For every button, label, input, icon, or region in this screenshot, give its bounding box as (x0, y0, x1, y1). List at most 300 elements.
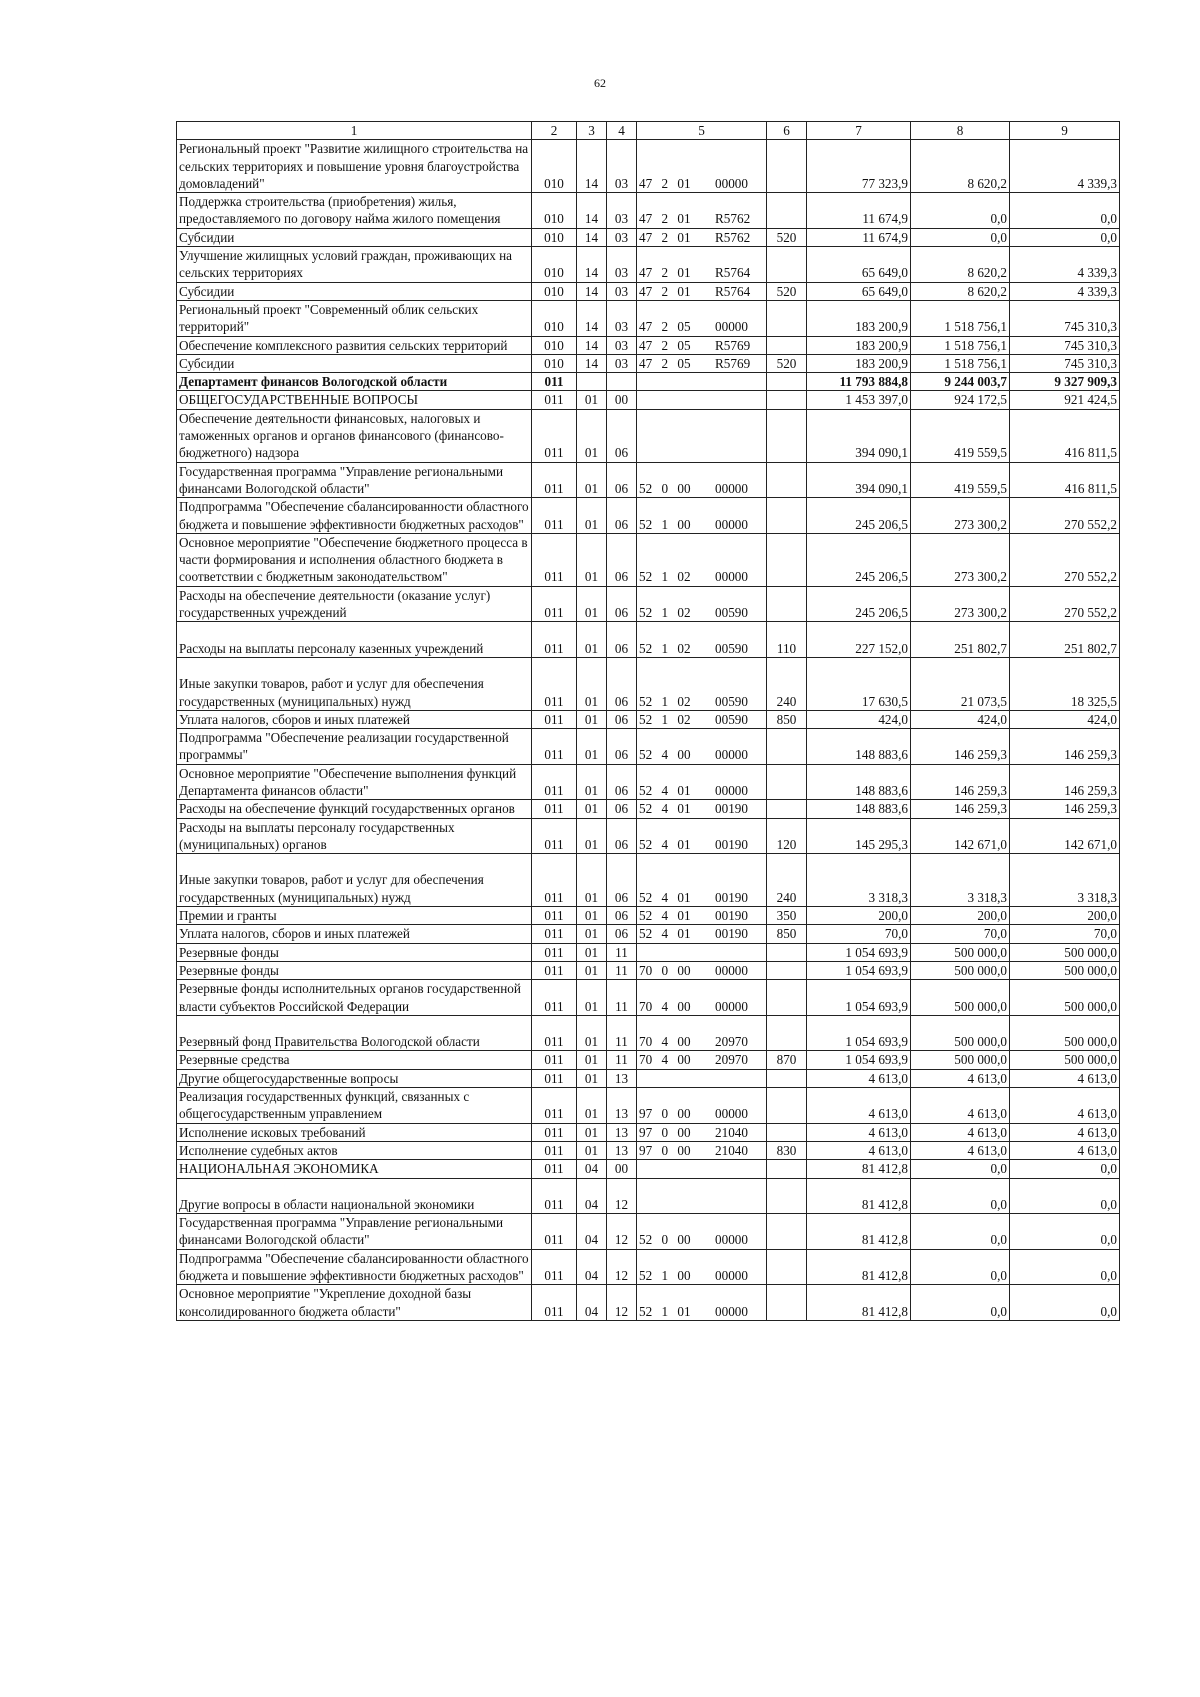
row-code-ministry: 011 (532, 907, 577, 925)
row-amount-col8: 1 518 756,1 (911, 336, 1010, 354)
row-name: Резервный фонд Правительства Вологодской области (177, 1015, 532, 1051)
row-code-target (637, 586, 767, 622)
row-code-expense-type (767, 586, 807, 622)
row-code-section: 01 (577, 409, 607, 462)
row-name: Обеспечение деятельности финансовых, налоговых и таможенных органов и органов финансового (финансово-бюджетного) надзора (177, 409, 532, 462)
row-amount-col8: 0,0 (911, 1285, 1010, 1321)
row-amount-col7: 65 649,0 (807, 282, 911, 300)
row-code-subsection: 06 (607, 764, 637, 800)
row-code-ministry: 011 (532, 657, 577, 710)
row-amount-col9: 146 259,3 (1010, 764, 1120, 800)
row-amount-col7: 1 054 693,9 (807, 1015, 911, 1051)
row-code-target (637, 1249, 767, 1285)
row-amount-col7: 81 412,8 (807, 1249, 911, 1285)
row-amount-col7: 1 054 693,9 (807, 943, 911, 961)
row-code-expense-type: 120 (767, 818, 807, 854)
row-code-subsection: 13 (607, 1141, 637, 1159)
row-code-expense-type: 850 (767, 925, 807, 943)
row-target-program: 52 1 02 (639, 711, 691, 727)
row-target-direction: 00000 (715, 319, 748, 335)
table-row (177, 800, 1120, 818)
row-amount-col7: 81 412,8 (807, 1160, 911, 1178)
row-code-section: 14 (577, 282, 607, 300)
row-code-section: 01 (577, 533, 607, 586)
row-target-program: 52 1 02 (639, 640, 691, 656)
table-row (177, 1015, 1120, 1051)
row-amount-col9: 500 000,0 (1010, 980, 1120, 1016)
row-amount-col8: 4 613,0 (911, 1141, 1010, 1159)
row-code-expense-type (767, 1249, 807, 1285)
row-code-expense-type (767, 1178, 807, 1214)
row-code-section: 01 (577, 925, 607, 943)
row-code-section: 01 (577, 586, 607, 622)
row-amount-col9: 146 259,3 (1010, 800, 1120, 818)
row-target-direction: 20970 (715, 1052, 748, 1068)
row-amount-col8: 419 559,5 (911, 462, 1010, 498)
row-name: Иные закупки товаров, работ и услуг для обеспечения государственных (муниципальных) нужд (177, 657, 532, 710)
row-amount-col7: 1 054 693,9 (807, 961, 911, 979)
row-code-target (637, 1285, 767, 1321)
row-target-program: 70 4 00 (639, 1034, 691, 1050)
table-row (177, 140, 1120, 193)
row-target-direction: 00590 (715, 711, 748, 727)
row-name: Другие вопросы в области национальной экономики (177, 1178, 532, 1214)
row-target-direction: 00190 (715, 926, 748, 942)
row-code-subsection: 03 (607, 247, 637, 283)
budget-table (176, 121, 1120, 1321)
row-code-subsection: 13 (607, 1069, 637, 1087)
row-code-ministry: 011 (532, 961, 577, 979)
row-amount-col7: 4 613,0 (807, 1141, 911, 1159)
row-code-target (637, 336, 767, 354)
row-amount-col7: 148 883,6 (807, 800, 911, 818)
row-amount-col8: 500 000,0 (911, 980, 1010, 1016)
row-code-section: 01 (577, 622, 607, 658)
row-code-target (637, 247, 767, 283)
header-col-1: 1 (177, 122, 532, 140)
row-amount-col8: 424,0 (911, 710, 1010, 728)
row-code-target (637, 1088, 767, 1124)
row-target-program: 47 2 01 (639, 175, 691, 191)
row-code-section: 01 (577, 1069, 607, 1087)
row-amount-col9: 0,0 (1010, 1285, 1120, 1321)
row-name: Расходы на выплаты персоналу государственных (муниципальных) органов (177, 818, 532, 854)
row-amount-col7: 11 674,9 (807, 228, 911, 246)
row-code-subsection: 03 (607, 193, 637, 229)
row-code-section: 01 (577, 710, 607, 728)
row-amount-col9: 200,0 (1010, 907, 1120, 925)
row-code-subsection: 11 (607, 1015, 637, 1051)
table-row (177, 1214, 1120, 1250)
row-target-direction: 00000 (715, 1268, 748, 1283)
table-row (177, 818, 1120, 854)
row-amount-col9: 0,0 (1010, 1214, 1120, 1250)
row-code-expense-type (767, 1214, 807, 1250)
row-amount-col8: 1 518 756,1 (911, 300, 1010, 336)
row-code-expense-type (767, 980, 807, 1016)
row-name: Обеспечение комплексного развития сельских территорий (177, 336, 532, 354)
row-code-ministry: 011 (532, 586, 577, 622)
row-code-subsection: 03 (607, 300, 637, 336)
row-code-section: 01 (577, 657, 607, 710)
row-amount-col9: 745 310,3 (1010, 300, 1120, 336)
header-col-7: 7 (807, 122, 911, 140)
row-code-section: 01 (577, 980, 607, 1016)
row-code-ministry: 011 (532, 764, 577, 800)
row-amount-col7: 183 200,9 (807, 354, 911, 372)
table-row (177, 391, 1120, 409)
row-code-ministry: 011 (532, 622, 577, 658)
row-amount-col8: 500 000,0 (911, 943, 1010, 961)
row-name: Государственная программа "Управление региональными финансами Вологодской области" (177, 462, 532, 498)
row-amount-col7: 227 152,0 (807, 622, 911, 658)
row-name: Подпрограмма "Обеспечение сбалансированности областного бюджета и повышение эффективности бюджетных расходов" (177, 498, 532, 534)
row-amount-col8: 8 620,2 (911, 140, 1010, 193)
row-amount-col9: 424,0 (1010, 710, 1120, 728)
row-code-target (637, 961, 767, 979)
row-amount-col8: 0,0 (911, 1178, 1010, 1214)
table-row (177, 907, 1120, 925)
row-target-direction: 00000 (715, 962, 748, 978)
row-amount-col9: 0,0 (1010, 1178, 1120, 1214)
row-amount-col8: 146 259,3 (911, 729, 1010, 765)
row-code-subsection: 06 (607, 586, 637, 622)
row-target-direction: 21040 (715, 1142, 748, 1158)
row-code-target (637, 818, 767, 854)
row-name: Региональный проект "Современный облик сельских территорий" (177, 300, 532, 336)
table-row (177, 586, 1120, 622)
row-target-program: 97 0 00 (639, 1142, 691, 1158)
row-code-ministry: 011 (532, 710, 577, 728)
table-row (177, 854, 1120, 907)
table-row (177, 533, 1120, 586)
row-amount-col8: 273 300,2 (911, 533, 1010, 586)
table-row (177, 228, 1120, 246)
row-amount-col8: 3 318,3 (911, 854, 1010, 907)
row-code-subsection: 12 (607, 1178, 637, 1214)
row-code-target (637, 498, 767, 534)
row-amount-col8: 8 620,2 (911, 282, 1010, 300)
row-code-subsection: 06 (607, 498, 637, 534)
row-amount-col7: 11 674,9 (807, 193, 911, 229)
table-row (177, 1051, 1120, 1069)
row-code-expense-type (767, 409, 807, 462)
row-name: ОБЩЕГОСУДАРСТВЕННЫЕ ВОПРОСЫ (177, 391, 532, 409)
row-amount-col7: 77 323,9 (807, 140, 911, 193)
row-code-target (637, 1051, 767, 1069)
row-code-target (637, 980, 767, 1016)
row-code-ministry: 010 (532, 140, 577, 193)
row-target-direction: 00000 (715, 998, 748, 1014)
row-target-direction: 00590 (715, 640, 748, 656)
row-code-expense-type (767, 300, 807, 336)
row-code-ministry: 011 (532, 1088, 577, 1124)
row-amount-col8: 500 000,0 (911, 1015, 1010, 1051)
row-code-ministry: 011 (532, 1214, 577, 1250)
row-amount-col7: 183 200,9 (807, 300, 911, 336)
row-code-ministry: 010 (532, 193, 577, 229)
row-amount-col9: 500 000,0 (1010, 961, 1120, 979)
row-amount-col9: 270 552,2 (1010, 498, 1120, 534)
row-amount-col7: 394 090,1 (807, 462, 911, 498)
row-code-target (637, 710, 767, 728)
row-name: Основное мероприятие "Укрепление доходной базы консолидированного бюджета области" (177, 1285, 532, 1321)
table-row (177, 300, 1120, 336)
table-row (177, 1123, 1120, 1141)
row-target-program: 47 2 01 (639, 283, 691, 299)
table-row (177, 622, 1120, 658)
row-amount-col9: 270 552,2 (1010, 586, 1120, 622)
row-target-direction: 00000 (715, 782, 748, 798)
row-amount-col7: 81 412,8 (807, 1178, 911, 1214)
row-code-subsection: 03 (607, 282, 637, 300)
row-code-section: 01 (577, 961, 607, 979)
row-amount-col8: 273 300,2 (911, 586, 1010, 622)
row-amount-col7: 148 883,6 (807, 729, 911, 765)
row-amount-col9: 9 327 909,3 (1010, 373, 1120, 391)
row-code-target (637, 1015, 767, 1051)
row-code-subsection: 06 (607, 907, 637, 925)
table-row (177, 943, 1120, 961)
row-code-expense-type (767, 1088, 807, 1124)
row-code-ministry: 011 (532, 1015, 577, 1051)
row-code-subsection: 12 (607, 1214, 637, 1250)
row-code-ministry: 011 (532, 1285, 577, 1321)
table-row (177, 462, 1120, 498)
row-name: Подпрограмма "Обеспечение сбалансированности областного бюджета и повышение эффективности бюджетных расходов" (177, 1249, 532, 1285)
row-code-subsection: 03 (607, 140, 637, 193)
row-amount-col7: 245 206,5 (807, 533, 911, 586)
row-target-direction: R5764 (715, 283, 751, 299)
row-code-target (637, 391, 767, 409)
row-target-program: 52 4 01 (639, 801, 691, 817)
row-name: Другие общегосударственные вопросы (177, 1069, 532, 1087)
row-code-ministry: 011 (532, 1141, 577, 1159)
row-amount-col8: 419 559,5 (911, 409, 1010, 462)
row-code-subsection: 11 (607, 980, 637, 1016)
row-code-section: 04 (577, 1160, 607, 1178)
row-target-direction: 00000 (715, 1106, 748, 1122)
row-amount-col8: 142 671,0 (911, 818, 1010, 854)
table-row (177, 657, 1120, 710)
row-amount-col7: 81 412,8 (807, 1214, 911, 1250)
row-amount-col8: 924 172,5 (911, 391, 1010, 409)
row-code-section: 04 (577, 1249, 607, 1285)
row-name: Государственная программа "Управление региональными финансами Вологодской области" (177, 1214, 532, 1250)
row-name: Резервные фонды исполнительных органов государственной власти субъектов Российской Федерации (177, 980, 532, 1016)
table-row (177, 1088, 1120, 1124)
row-name: Департамент финансов Вологодской области (177, 373, 532, 391)
row-code-expense-type (767, 764, 807, 800)
row-code-subsection: 06 (607, 409, 637, 462)
row-code-target (637, 228, 767, 246)
row-code-section: 14 (577, 140, 607, 193)
row-code-ministry: 011 (532, 373, 577, 391)
row-amount-col7: 200,0 (807, 907, 911, 925)
row-target-direction: 00000 (715, 480, 748, 496)
header-col-3: 3 (577, 122, 607, 140)
row-code-section: 01 (577, 800, 607, 818)
row-code-expense-type: 520 (767, 354, 807, 372)
row-code-expense-type (767, 1015, 807, 1051)
row-target-program: 52 1 02 (639, 569, 691, 585)
row-code-subsection: 06 (607, 818, 637, 854)
row-code-ministry: 011 (532, 729, 577, 765)
table-row (177, 409, 1120, 462)
row-amount-col7: 70,0 (807, 925, 911, 943)
table-row (177, 729, 1120, 765)
row-amount-col9: 745 310,3 (1010, 354, 1120, 372)
row-code-ministry: 011 (532, 1178, 577, 1214)
row-target-program: 52 1 00 (639, 516, 691, 532)
row-code-expense-type (767, 533, 807, 586)
row-target-program: 70 4 00 (639, 1052, 691, 1068)
row-amount-col8: 146 259,3 (911, 764, 1010, 800)
row-code-expense-type: 520 (767, 282, 807, 300)
row-target-direction: R5762 (715, 229, 751, 245)
row-code-subsection: 06 (607, 710, 637, 728)
row-code-ministry: 011 (532, 409, 577, 462)
row-code-subsection: 11 (607, 961, 637, 979)
table-row (177, 247, 1120, 283)
row-code-target (637, 729, 767, 765)
row-code-subsection: 11 (607, 943, 637, 961)
row-amount-col9: 4 339,3 (1010, 247, 1120, 283)
row-code-subsection: 03 (607, 354, 637, 372)
row-code-ministry: 010 (532, 336, 577, 354)
row-amount-col7: 245 206,5 (807, 586, 911, 622)
row-amount-col7: 424,0 (807, 710, 911, 728)
row-code-expense-type (767, 961, 807, 979)
row-target-direction: 00000 (715, 516, 748, 532)
table-row (177, 282, 1120, 300)
row-code-target (637, 800, 767, 818)
row-code-subsection: 06 (607, 800, 637, 818)
row-name: Премии и гранты (177, 907, 532, 925)
row-amount-col9: 4 613,0 (1010, 1141, 1120, 1159)
row-amount-col8: 21 073,5 (911, 657, 1010, 710)
row-code-expense-type (767, 391, 807, 409)
row-code-subsection: 13 (607, 1088, 637, 1124)
row-code-subsection: 06 (607, 729, 637, 765)
header-col-5: 5 (637, 122, 767, 140)
row-amount-col7: 245 206,5 (807, 498, 911, 534)
row-amount-col8: 1 518 756,1 (911, 354, 1010, 372)
row-amount-col9: 500 000,0 (1010, 943, 1120, 961)
row-code-section: 01 (577, 462, 607, 498)
row-name: Расходы на обеспечение функций государственных органов (177, 800, 532, 818)
row-code-target (637, 854, 767, 907)
row-code-target (637, 354, 767, 372)
row-code-target (637, 282, 767, 300)
row-name: Субсидии (177, 282, 532, 300)
row-code-subsection: 06 (607, 854, 637, 907)
row-amount-col8: 500 000,0 (911, 961, 1010, 979)
row-name: Исполнение судебных актов (177, 1141, 532, 1159)
row-code-expense-type: 240 (767, 657, 807, 710)
row-code-expense-type: 350 (767, 907, 807, 925)
row-name: Субсидии (177, 354, 532, 372)
row-code-section: 01 (577, 729, 607, 765)
row-target-program: 47 2 01 (639, 265, 691, 281)
row-code-target (637, 533, 767, 586)
row-amount-col9: 0,0 (1010, 1249, 1120, 1285)
header-col-9: 9 (1010, 122, 1120, 140)
row-code-expense-type (767, 1160, 807, 1178)
row-target-program: 52 4 01 (639, 782, 691, 798)
row-name: Иные закупки товаров, работ и услуг для обеспечения государственных (муниципальных) нужд (177, 854, 532, 907)
row-amount-col8: 4 613,0 (911, 1069, 1010, 1087)
row-code-target (637, 622, 767, 658)
row-code-section: 01 (577, 1088, 607, 1124)
row-amount-col8: 273 300,2 (911, 498, 1010, 534)
table-row (177, 373, 1120, 391)
row-amount-col9: 4 613,0 (1010, 1088, 1120, 1124)
row-amount-col7: 3 318,3 (807, 854, 911, 907)
row-code-section: 04 (577, 1214, 607, 1250)
row-code-target (637, 462, 767, 498)
table-row (177, 710, 1120, 728)
row-name: Резервные фонды (177, 943, 532, 961)
row-name: Резервные фонды (177, 961, 532, 979)
row-amount-col9: 4 339,3 (1010, 282, 1120, 300)
row-amount-col9: 4 613,0 (1010, 1123, 1120, 1141)
row-code-expense-type: 830 (767, 1141, 807, 1159)
row-code-expense-type (767, 1069, 807, 1087)
row-code-section: 14 (577, 336, 607, 354)
row-amount-col7: 4 613,0 (807, 1123, 911, 1141)
row-amount-col8: 0,0 (911, 228, 1010, 246)
row-target-direction: 00000 (715, 175, 748, 191)
row-code-subsection: 12 (607, 1285, 637, 1321)
row-code-section: 04 (577, 1178, 607, 1214)
row-target-direction: 00000 (715, 569, 748, 585)
row-code-expense-type (767, 1285, 807, 1321)
table-row (177, 1178, 1120, 1214)
row-target-program: 52 1 01 (639, 1303, 691, 1319)
row-code-ministry: 011 (532, 943, 577, 961)
row-name: Субсидии (177, 228, 532, 246)
row-amount-col7: 4 613,0 (807, 1069, 911, 1087)
row-amount-col8: 4 613,0 (911, 1088, 1010, 1124)
row-target-program: 52 4 01 (639, 836, 691, 852)
row-amount-col8: 0,0 (911, 1160, 1010, 1178)
row-code-expense-type (767, 373, 807, 391)
row-code-ministry: 010 (532, 300, 577, 336)
row-code-expense-type: 240 (767, 854, 807, 907)
row-target-program: 52 1 02 (639, 693, 691, 709)
row-target-direction: 00190 (715, 801, 748, 817)
row-code-section: 14 (577, 193, 607, 229)
row-code-subsection: 13 (607, 1123, 637, 1141)
table-row (177, 336, 1120, 354)
row-name: Поддержка строительства (приобретения) жилья, предоставляемого по договору найма жилого помещения (177, 193, 532, 229)
row-code-expense-type: 110 (767, 622, 807, 658)
row-name: Исполнение исковых требований (177, 1123, 532, 1141)
row-name: Резервные средства (177, 1051, 532, 1069)
row-code-ministry: 010 (532, 247, 577, 283)
table-body (177, 140, 1120, 1321)
row-target-direction: 21040 (715, 1124, 748, 1140)
row-code-expense-type: 520 (767, 228, 807, 246)
row-code-target (637, 1160, 767, 1178)
table-row (177, 1249, 1120, 1285)
row-amount-col7: 11 793 884,8 (807, 373, 911, 391)
row-code-ministry: 011 (532, 980, 577, 1016)
row-code-target (637, 140, 767, 193)
row-code-section: 01 (577, 854, 607, 907)
row-name: Уплата налогов, сборов и иных платежей (177, 925, 532, 943)
